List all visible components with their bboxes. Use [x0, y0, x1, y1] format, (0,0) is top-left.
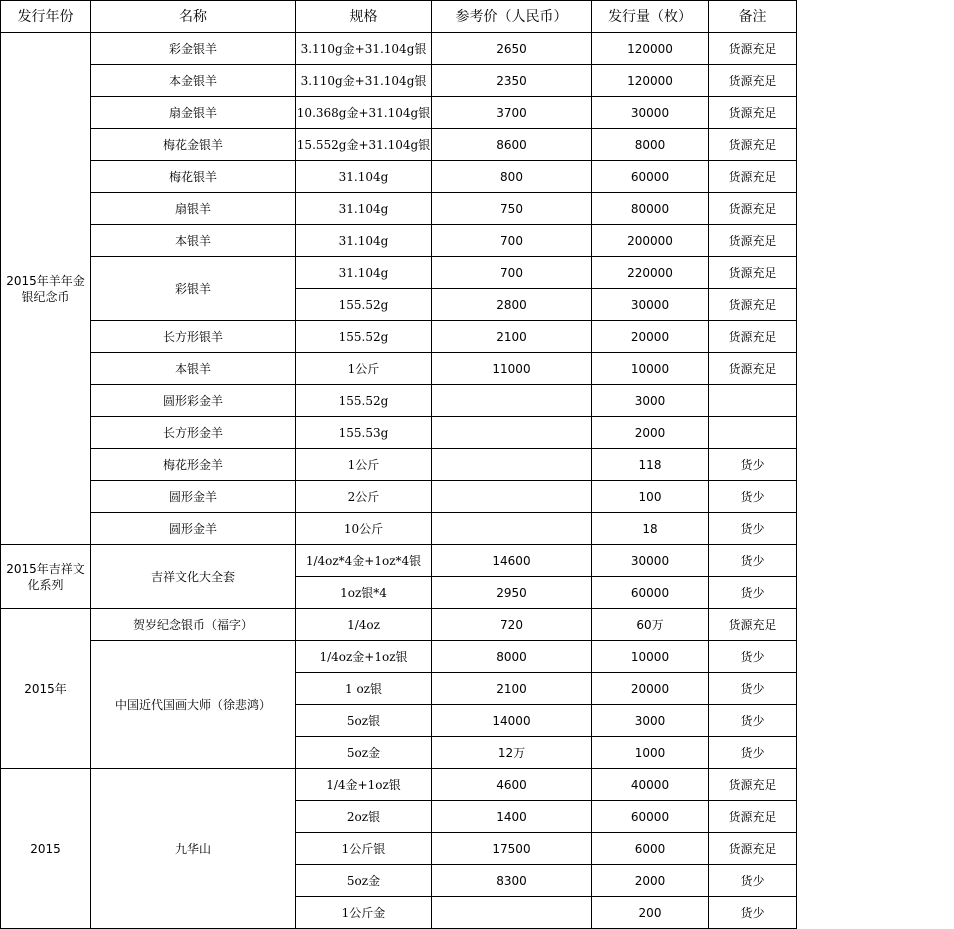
note-cell[interactable]: 货源充足: [709, 353, 797, 385]
table-row: [1, 193, 797, 225]
price-cell[interactable]: [432, 417, 592, 449]
note-cell[interactable]: 货源充足: [709, 33, 797, 65]
note-cell[interactable]: 货少: [709, 897, 797, 929]
name-cell[interactable]: 本金银羊: [91, 65, 296, 97]
price-cell[interactable]: 14600: [432, 545, 592, 577]
name-cell[interactable]: 长方形金羊: [91, 417, 296, 449]
note-cell[interactable]: 货源充足: [709, 257, 797, 289]
qty-cell[interactable]: 20000: [592, 321, 709, 353]
table-body: [1, 1, 797, 929]
price-cell[interactable]: [432, 513, 592, 545]
qty-cell[interactable]: 6000: [592, 833, 709, 865]
qty-cell[interactable]: 60万: [592, 609, 709, 641]
qty-cell[interactable]: 10000: [592, 641, 709, 673]
spec-cell[interactable]: 1oz银*4: [296, 577, 432, 609]
note-cell[interactable]: 货源充足: [709, 129, 797, 161]
spec-cell[interactable]: 1 oz银: [296, 673, 432, 705]
qty-cell[interactable]: 120000: [592, 65, 709, 97]
qty-cell[interactable]: 120000: [592, 33, 709, 65]
spec-cell[interactable]: 5oz金: [296, 865, 432, 897]
price-cell[interactable]: 8600: [432, 129, 592, 161]
year-cell[interactable]: 2015年羊年金银纪念币: [1, 33, 91, 545]
price-cell[interactable]: [432, 449, 592, 481]
note-cell[interactable]: 货源充足: [709, 769, 797, 801]
name-cell[interactable]: 圆形金羊: [91, 513, 296, 545]
note-cell[interactable]: 货少: [709, 737, 797, 769]
name-cell[interactable]: 九华山: [91, 769, 296, 929]
qty-cell[interactable]: 200000: [592, 225, 709, 257]
qty-cell[interactable]: 220000: [592, 257, 709, 289]
header-name[interactable]: 名称: [91, 1, 296, 33]
name-cell[interactable]: 梅花形金羊: [91, 449, 296, 481]
name-cell[interactable]: 梅花银羊: [91, 161, 296, 193]
spec-cell[interactable]: 155.52g: [296, 289, 432, 321]
price-cell[interactable]: 3700: [432, 97, 592, 129]
spec-cell[interactable]: 5oz银: [296, 705, 432, 737]
qty-cell[interactable]: 8000: [592, 129, 709, 161]
name-cell[interactable]: 中国近代国画大师（徐悲鸿）: [91, 641, 296, 769]
price-cell[interactable]: 1400: [432, 801, 592, 833]
table-row: [1, 609, 797, 641]
name-cell[interactable]: 扇银羊: [91, 193, 296, 225]
header-year[interactable]: 发行年份: [1, 1, 91, 33]
spec-cell[interactable]: 1公斤金: [296, 897, 432, 929]
qty-cell[interactable]: 30000: [592, 289, 709, 321]
note-cell[interactable]: 货少: [709, 513, 797, 545]
qty-cell[interactable]: 60000: [592, 161, 709, 193]
note-cell[interactable]: 货源充足: [709, 321, 797, 353]
note-cell[interactable]: 货源充足: [709, 833, 797, 865]
price-cell[interactable]: 12万: [432, 737, 592, 769]
table-row: [1, 385, 797, 417]
qty-cell[interactable]: 2000: [592, 417, 709, 449]
spec-cell[interactable]: 1/4oz*4金+1oz*4银: [296, 545, 432, 577]
price-cell[interactable]: 2100: [432, 673, 592, 705]
spec-cell[interactable]: 2公斤: [296, 481, 432, 513]
note-cell[interactable]: 货源充足: [709, 161, 797, 193]
spec-cell[interactable]: 1公斤: [296, 449, 432, 481]
spec-cell[interactable]: 1公斤银: [296, 833, 432, 865]
price-cell[interactable]: 750: [432, 193, 592, 225]
price-cell[interactable]: 14000: [432, 705, 592, 737]
table-row: [1, 769, 797, 801]
spec-cell[interactable]: 1/4oz金+1oz银: [296, 641, 432, 673]
name-cell[interactable]: 圆形金羊: [91, 481, 296, 513]
table-row: [1, 513, 797, 545]
spec-cell[interactable]: 31.104g: [296, 161, 432, 193]
note-cell[interactable]: 货少: [709, 577, 797, 609]
table-row: [1, 129, 797, 161]
price-cell[interactable]: 8000: [432, 641, 592, 673]
header-price[interactable]: 参考价（人民币）: [432, 1, 592, 33]
price-cell[interactable]: 2100: [432, 321, 592, 353]
header-spec[interactable]: 规格: [296, 1, 432, 33]
qty-cell[interactable]: 200: [592, 897, 709, 929]
spec-cell[interactable]: 31.104g: [296, 193, 432, 225]
note-cell[interactable]: 货少: [709, 673, 797, 705]
spec-cell[interactable]: 1公斤: [296, 353, 432, 385]
qty-cell[interactable]: 118: [592, 449, 709, 481]
price-cell[interactable]: 800: [432, 161, 592, 193]
price-cell[interactable]: 2950: [432, 577, 592, 609]
year-cell[interactable]: 2015: [1, 769, 91, 929]
table-row: [1, 449, 797, 481]
note-cell[interactable]: 货源充足: [709, 225, 797, 257]
spec-cell[interactable]: 31.104g: [296, 257, 432, 289]
qty-cell[interactable]: 3000: [592, 705, 709, 737]
qty-cell[interactable]: 2000: [592, 865, 709, 897]
note-cell[interactable]: 货源充足: [709, 97, 797, 129]
note-cell[interactable]: 货源充足: [709, 801, 797, 833]
spec-cell[interactable]: 155.53g: [296, 417, 432, 449]
name-cell[interactable]: 彩金银羊: [91, 33, 296, 65]
price-cell[interactable]: 11000: [432, 353, 592, 385]
table-row: [1, 97, 797, 129]
name-cell[interactable]: 梅花金银羊: [91, 129, 296, 161]
note-cell[interactable]: 货少: [709, 865, 797, 897]
note-cell[interactable]: [709, 417, 797, 449]
qty-cell[interactable]: 30000: [592, 545, 709, 577]
note-cell[interactable]: 货少: [709, 449, 797, 481]
qty-cell[interactable]: 10000: [592, 353, 709, 385]
note-cell[interactable]: 货源充足: [709, 609, 797, 641]
qty-cell[interactable]: 60000: [592, 577, 709, 609]
header-row: [1, 1, 797, 33]
note-cell[interactable]: 货少: [709, 641, 797, 673]
header-note[interactable]: 备注: [709, 1, 797, 33]
price-cell[interactable]: [432, 897, 592, 929]
year-cell[interactable]: 2015年: [1, 609, 91, 769]
spec-cell[interactable]: 10.368g金+31.104g银: [296, 97, 432, 129]
name-cell[interactable]: 圆形彩金羊: [91, 385, 296, 417]
table-row: [1, 545, 797, 577]
note-cell[interactable]: 货源充足: [709, 65, 797, 97]
price-cell[interactable]: [432, 481, 592, 513]
qty-cell[interactable]: 40000: [592, 769, 709, 801]
table-row: [1, 161, 797, 193]
name-cell[interactable]: 长方形银羊: [91, 321, 296, 353]
price-cell[interactable]: 700: [432, 225, 592, 257]
spec-cell[interactable]: 155.52g: [296, 321, 432, 353]
price-cell[interactable]: 2650: [432, 33, 592, 65]
note-cell[interactable]: [709, 385, 797, 417]
year-cell[interactable]: 2015年吉祥文化系列: [1, 545, 91, 609]
note-cell[interactable]: 货少: [709, 481, 797, 513]
name-cell[interactable]: 吉祥文化大全套: [91, 545, 296, 609]
qty-cell[interactable]: 18: [592, 513, 709, 545]
name-cell[interactable]: 彩银羊: [91, 257, 296, 321]
table-row: [1, 33, 797, 65]
name-cell[interactable]: 本银羊: [91, 353, 296, 385]
table-row: [1, 353, 797, 385]
qty-cell[interactable]: 100: [592, 481, 709, 513]
price-cell[interactable]: 17500: [432, 833, 592, 865]
note-cell[interactable]: 货少: [709, 705, 797, 737]
note-cell[interactable]: 货少: [709, 545, 797, 577]
table-row: [1, 321, 797, 353]
table-row: [1, 481, 797, 513]
qty-cell[interactable]: 3000: [592, 385, 709, 417]
table-row: [1, 257, 797, 289]
table-row: [1, 225, 797, 257]
qty-cell[interactable]: 60000: [592, 801, 709, 833]
price-cell[interactable]: 700: [432, 257, 592, 289]
header-qty[interactable]: 发行量（枚）: [592, 1, 709, 33]
note-cell[interactable]: 货源充足: [709, 289, 797, 321]
name-cell[interactable]: 本银羊: [91, 225, 296, 257]
table-row: [1, 417, 797, 449]
price-cell[interactable]: 720: [432, 609, 592, 641]
spec-cell[interactable]: 155.52g: [296, 385, 432, 417]
spec-cell[interactable]: 3.110g金+31.104g银: [296, 65, 432, 97]
qty-cell[interactable]: 1000: [592, 737, 709, 769]
spec-cell[interactable]: 1/4金+1oz银: [296, 769, 432, 801]
price-cell[interactable]: 8300: [432, 865, 592, 897]
spec-cell[interactable]: 5oz金: [296, 737, 432, 769]
price-cell[interactable]: 4600: [432, 769, 592, 801]
table-row: [1, 641, 797, 673]
qty-cell[interactable]: 20000: [592, 673, 709, 705]
spec-cell[interactable]: 2oz银: [296, 801, 432, 833]
table-row: [1, 65, 797, 97]
name-cell[interactable]: 扇金银羊: [91, 97, 296, 129]
spec-cell[interactable]: 15.552g金+31.104g银: [296, 129, 432, 161]
qty-cell[interactable]: 30000: [592, 97, 709, 129]
name-cell[interactable]: 贺岁纪念银币（福字）: [91, 609, 296, 641]
note-cell[interactable]: 货源充足: [709, 193, 797, 225]
qty-cell[interactable]: 80000: [592, 193, 709, 225]
spec-cell[interactable]: 10公斤: [296, 513, 432, 545]
price-cell[interactable]: [432, 385, 592, 417]
spec-cell[interactable]: 1/4oz: [296, 609, 432, 641]
price-cell[interactable]: 2350: [432, 65, 592, 97]
price-cell[interactable]: 2800: [432, 289, 592, 321]
spec-cell[interactable]: 3.110g金+31.104g银: [296, 33, 432, 65]
spec-cell[interactable]: 31.104g: [296, 225, 432, 257]
